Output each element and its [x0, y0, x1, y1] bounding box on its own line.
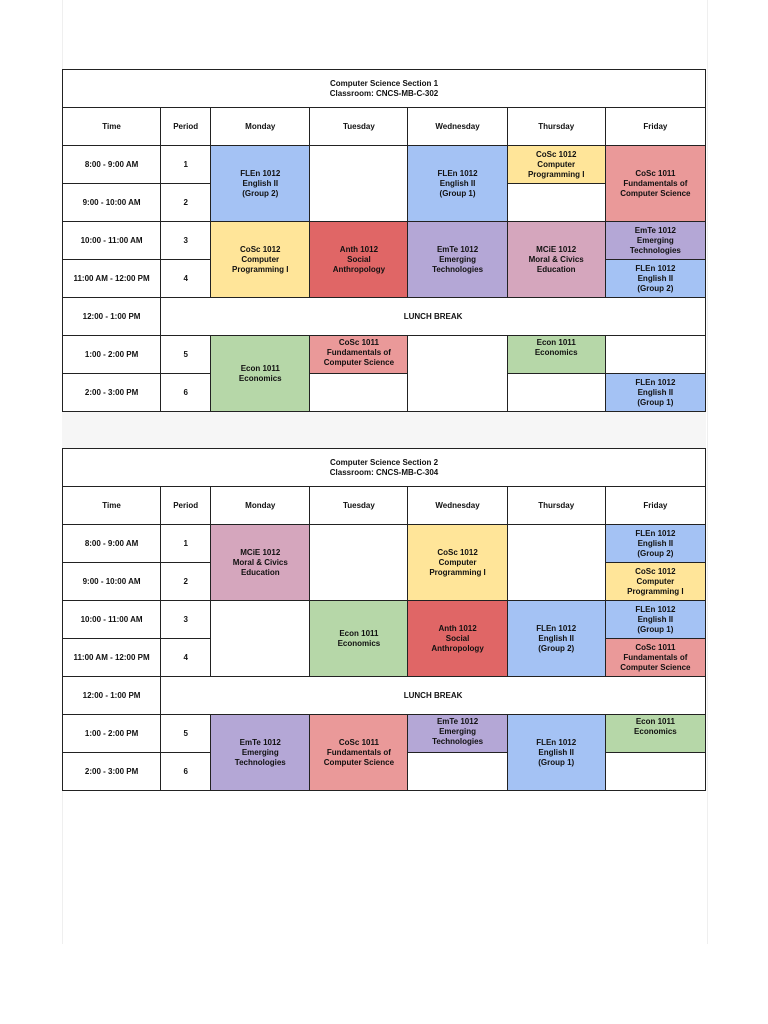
empty-cell: [310, 525, 408, 601]
time-cell: 12:00 - 1:00 PM: [63, 298, 161, 336]
header-monday: Monday: [211, 108, 310, 146]
class-cell: [605, 222, 705, 260]
time-cell: 1:00 - 2:00 PM: [63, 715, 161, 753]
course-name-2: Education: [536, 264, 576, 274]
section-title: Computer Science Section 1: [329, 78, 439, 88]
empty-cell: [605, 753, 705, 791]
period-cell: 5: [161, 336, 211, 374]
course-code: CoSc 1012: [535, 149, 577, 159]
class-cell: [310, 601, 408, 677]
course-name: English II: [637, 614, 674, 624]
course-code: CoSc 1011: [635, 168, 676, 178]
course-name-2: Technologies: [234, 757, 286, 767]
course-name: Economics: [238, 373, 282, 383]
header-thursday: Thursday: [507, 108, 605, 146]
course-name: Computer: [537, 159, 576, 169]
header-friday: Friday: [605, 108, 705, 146]
class-cell: [408, 222, 507, 298]
table-title: [63, 449, 706, 487]
course-group: (Group 2): [538, 643, 575, 653]
class-cell: [310, 715, 408, 791]
course-code: FLEn 1012: [536, 623, 577, 633]
course-name: Emerging: [439, 727, 476, 736]
time-cell: 2:00 - 3:00 PM: [63, 753, 161, 791]
empty-cell: [310, 146, 408, 222]
time-cell: 9:00 - 10:00 AM: [63, 563, 161, 601]
course-name: Fundamentals of: [623, 652, 688, 662]
schedule-table-section-2: [62, 448, 706, 791]
time-cell: 1:00 - 2:00 PM: [63, 336, 161, 374]
class-cell: [211, 222, 310, 298]
class-cell: [605, 374, 705, 412]
class-cell: [605, 715, 705, 753]
period-cell: 6: [161, 753, 211, 791]
section-title: Computer Science Section 2: [329, 457, 439, 467]
class-cell: [507, 601, 605, 677]
class-cell: [211, 525, 310, 601]
course-name: Social: [445, 633, 470, 643]
course-name-2: Programming I: [429, 567, 486, 577]
course-group: (Group 1): [637, 397, 674, 407]
course-name: Computer: [438, 557, 477, 567]
period-cell: 3: [161, 601, 211, 639]
course-code: Econ 1011: [635, 717, 675, 726]
classroom-label: Classroom: CNCS-MB-C-302: [329, 88, 439, 98]
time-cell: 8:00 - 9:00 AM: [63, 525, 161, 563]
class-cell: [408, 146, 507, 222]
header-thursday: Thursday: [507, 487, 605, 525]
course-name: Fundamentals of: [326, 747, 391, 757]
course-name-2: Programming I: [527, 169, 585, 179]
course-name-2: Computer Science: [323, 757, 395, 767]
header-period: Period: [161, 108, 211, 146]
course-name-2: Anthropology: [332, 264, 386, 274]
course-code: FLEn 1012: [635, 528, 676, 538]
course-code: EmTe 1012: [436, 244, 479, 254]
empty-cell: [310, 374, 408, 412]
class-cell: [408, 601, 507, 677]
header-period: Period: [161, 487, 211, 525]
lunch-break: LUNCH BREAK: [161, 298, 706, 336]
header-wednesday: Wednesday: [408, 108, 507, 146]
empty-cell: [507, 374, 605, 412]
lunch-break: LUNCH BREAK: [161, 677, 706, 715]
header-friday: Friday: [605, 487, 705, 525]
course-name: English II: [242, 178, 279, 188]
course-name-2: Programming I: [627, 586, 684, 596]
classroom-label: Classroom: CNCS-MB-C-304: [329, 467, 439, 477]
course-name: Economics: [534, 348, 578, 357]
header-time: Time: [63, 108, 161, 146]
period-cell: 2: [161, 184, 211, 222]
course-name: English II: [538, 747, 574, 757]
course-code: Anth 1012: [438, 623, 477, 633]
time-cell: 10:00 - 11:00 AM: [63, 601, 161, 639]
empty-cell: [507, 525, 605, 601]
course-code: Econ 1011: [339, 628, 379, 638]
course-name-2: Computer Science: [620, 188, 691, 198]
header-time: Time: [63, 487, 161, 525]
course-group: (Group 1): [538, 757, 575, 767]
course-code: CoSc 1012: [240, 244, 281, 254]
course-group: (Group 2): [242, 188, 279, 198]
course-name: English II: [538, 633, 574, 643]
course-name: Social: [347, 254, 371, 264]
schedule-table-section-1: [62, 69, 706, 412]
course-group: (Group 1): [637, 624, 674, 634]
course-code: EmTe 1012: [239, 737, 281, 747]
period-cell: 2: [161, 563, 211, 601]
time-cell: 8:00 - 9:00 AM: [63, 146, 161, 184]
class-cell: [211, 336, 310, 412]
course-group: (Group 2): [637, 548, 674, 558]
course-name: Moral & Civics: [232, 557, 288, 567]
header-monday: Monday: [211, 487, 310, 525]
empty-cell: [211, 601, 310, 677]
course-name: English II: [637, 387, 674, 397]
empty-cell: [408, 753, 507, 791]
class-cell: [507, 336, 605, 374]
course-code: CoSc 1011: [338, 338, 379, 347]
period-cell: 5: [161, 715, 211, 753]
course-code: FLEn 1012: [536, 737, 577, 747]
course-code: Econ 1011: [240, 363, 280, 373]
course-name: Moral & Civics: [528, 254, 584, 264]
course-name: Computer: [636, 576, 675, 586]
class-cell: [605, 260, 705, 298]
course-name: Fundamentals of: [623, 178, 688, 188]
course-code: CoSc 1011: [338, 737, 379, 747]
course-name: English II: [637, 273, 674, 283]
course-code: CoSc 1012: [635, 566, 676, 576]
class-cell: [211, 146, 310, 222]
class-cell: [605, 146, 705, 222]
period-cell: 1: [161, 525, 211, 563]
course-name: Emerging: [241, 747, 279, 757]
course-code: Anth 1012: [339, 244, 379, 254]
class-cell: [310, 222, 408, 298]
course-code: Econ 1011: [536, 338, 576, 347]
period-cell: 3: [161, 222, 211, 260]
course-name-2: Anthropology: [431, 643, 484, 653]
class-cell: [507, 222, 605, 298]
course-code: EmTe 1012: [634, 225, 676, 235]
time-cell: 2:00 - 3:00 PM: [63, 374, 161, 412]
course-code: EmTe 1012: [436, 717, 479, 726]
course-name: Computer: [241, 254, 280, 264]
course-group: (Group 2): [637, 283, 674, 293]
time-cell: 11:00 AM - 12:00 PM: [63, 639, 161, 677]
class-cell: [408, 525, 507, 601]
course-name-2: Computer Science: [620, 662, 691, 672]
course-name: Economics: [634, 727, 677, 736]
class-cell: [507, 146, 605, 184]
header-tuesday: Tuesday: [310, 487, 408, 525]
course-name: Emerging: [636, 235, 674, 245]
header-wednesday: Wednesday: [408, 487, 507, 525]
time-cell: 12:00 - 1:00 PM: [63, 677, 161, 715]
period-cell: 6: [161, 374, 211, 412]
class-cell: [605, 639, 705, 677]
course-name-2: Computer Science: [323, 358, 395, 367]
empty-cell: [408, 336, 507, 412]
course-name: English II: [637, 538, 674, 548]
course-name-2: Programming I: [232, 264, 289, 274]
course-code: FLEn 1012: [437, 168, 478, 178]
class-cell: [605, 525, 705, 563]
period-cell: 4: [161, 639, 211, 677]
period-cell: 1: [161, 146, 211, 184]
course-code: CoSc 1011: [635, 642, 676, 652]
class-cell: [310, 336, 408, 374]
empty-cell: [507, 184, 605, 222]
time-cell: 9:00 - 10:00 AM: [63, 184, 161, 222]
course-name-2: Technologies: [629, 245, 681, 255]
course-code: MCiE 1012: [536, 244, 577, 254]
empty-cell: [605, 336, 705, 374]
course-name: Economics: [337, 638, 381, 648]
course-code: FLEn 1012: [240, 168, 281, 178]
course-name: English II: [439, 178, 476, 188]
class-cell: [211, 715, 310, 791]
class-cell: [605, 601, 705, 639]
page-gap: [62, 412, 706, 448]
course-code: FLEn 1012: [635, 263, 676, 273]
class-cell: [507, 715, 605, 791]
course-code: FLEn 1012: [635, 604, 676, 614]
header-tuesday: Tuesday: [310, 108, 408, 146]
class-cell: [408, 715, 507, 753]
class-cell: [605, 563, 705, 601]
course-code: CoSc 1012: [437, 547, 478, 557]
course-code: MCiE 1012: [240, 547, 281, 557]
course-name-2: Technologies: [432, 737, 484, 746]
course-code: FLEn 1012: [635, 377, 676, 387]
course-name: Emerging: [439, 254, 476, 264]
course-name-2: Technologies: [432, 264, 484, 274]
course-name-2: Education: [240, 567, 280, 577]
time-cell: 11:00 AM - 12:00 PM: [63, 260, 161, 298]
course-name: Fundamentals of: [326, 348, 391, 357]
period-cell: 4: [161, 260, 211, 298]
time-cell: 10:00 - 11:00 AM: [63, 222, 161, 260]
course-group: (Group 1): [439, 188, 476, 198]
table-title: [63, 70, 706, 108]
